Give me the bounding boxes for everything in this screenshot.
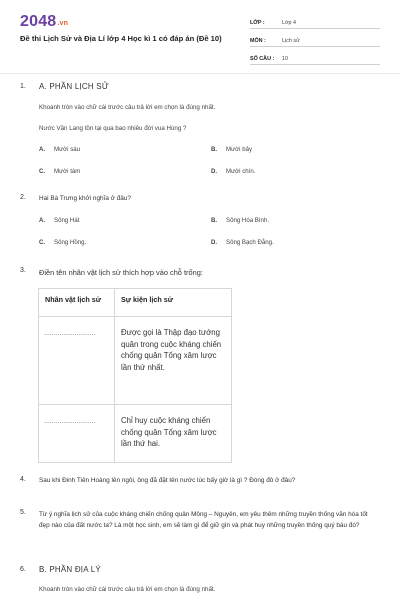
- option-b[interactable]: [211, 146, 252, 153]
- event-cell: Được gọi là Thập đạo tướng quân trong cuộc kháng chiến chống quân Tống xâm lược lần thứ nhất.: [115, 317, 232, 405]
- meta-row-count: [250, 50, 380, 65]
- site-logo[interactable]: [20, 13, 68, 31]
- table-row: [39, 405, 232, 463]
- meta-row-subject: [250, 32, 380, 47]
- option-text: Sông Hồng.: [54, 239, 87, 246]
- document-title: Đề thi Lịch Sử và Địa Lí lớp 4 Học kì 1 có đáp án (Đề 10): [20, 34, 222, 43]
- option-c[interactable]: [39, 239, 86, 246]
- question-text: Từ ý nghĩa lịch sử của cuộc kháng chiến chống quân Mông – Nguyên, em yêu thêm những truyền thống văn hóa tốt đẹp nào của đất nước ta? Là một học sinh, em sẽ làm gì để giữ gìn và phát huy những truyền thống quý báu đó?: [39, 511, 368, 530]
- option-text: Sông Hát: [54, 217, 80, 224]
- history-fill-table: [38, 288, 232, 463]
- option-a[interactable]: [39, 146, 80, 153]
- question-1: [20, 83, 380, 193]
- question-number: 1.: [20, 83, 26, 90]
- exam-meta: [250, 14, 380, 68]
- section-title: B. PHẦN ĐỊA LÝ: [39, 565, 101, 574]
- option-letter: C.: [39, 168, 46, 175]
- question-number: 5.: [20, 509, 26, 516]
- option-b[interactable]: [211, 217, 269, 224]
- instruction-text: Khoanh tròn vào chữ cái trước câu trả lời em chọn là đúng nhất.: [39, 586, 216, 593]
- question-6: [20, 566, 380, 580]
- meta-value: 10: [282, 56, 288, 62]
- question-2: [20, 194, 380, 206]
- meta-value: Lịch sử: [282, 38, 300, 44]
- answer-blank[interactable]: ………………………: [39, 405, 115, 463]
- question-number: 3.: [20, 267, 26, 274]
- option-letter: A.: [39, 217, 46, 224]
- meta-label: SỐ CÂU :: [250, 56, 275, 62]
- page-header: [0, 0, 400, 74]
- option-text: Mười tám: [54, 168, 81, 175]
- question-4: [20, 476, 380, 488]
- option-a[interactable]: [39, 217, 79, 224]
- option-letter: B.: [211, 146, 218, 153]
- question-number: 6.: [20, 566, 26, 573]
- question-prompt: Nước Văn Lang tồn tại qua bao nhiêu đời vua Hùng ?: [39, 125, 187, 132]
- option-letter: D.: [211, 239, 218, 246]
- section-title: A. PHẦN LỊCH SỬ: [39, 82, 109, 91]
- meta-label: MÔN :: [250, 38, 266, 44]
- column-header: Nhân vật lịch sử: [39, 289, 115, 317]
- option-c[interactable]: [39, 168, 80, 175]
- event-cell: Chỉ huy cuộc kháng chiến chống quân Tống xâm lược lần thứ hai.: [115, 405, 232, 463]
- option-d[interactable]: [211, 239, 274, 246]
- option-text: Sông Bạch Đằng.: [226, 239, 274, 246]
- meta-label: LỚP :: [250, 20, 265, 26]
- table-header-row: [39, 289, 232, 317]
- option-text: Mười chín.: [226, 168, 256, 175]
- option-d[interactable]: [211, 168, 255, 175]
- option-letter: A.: [39, 146, 46, 153]
- option-letter: B.: [211, 217, 218, 224]
- answer-blank[interactable]: ………………………: [39, 317, 115, 405]
- question-number: 4.: [20, 476, 26, 483]
- option-letter: C.: [39, 239, 46, 246]
- option-text: Mười bảy: [226, 146, 253, 153]
- question-text: Sau khi Đinh Tiên Hoàng lên ngôi, ông đã đặt tên nước lúc bấy giờ là gì ? Đóng đô ở đâu?: [39, 477, 296, 484]
- option-text: Mười sáu: [54, 146, 81, 153]
- instruction-text: Khoanh tròn vào chữ cái trước câu trả lời em chọn là đúng nhất.: [39, 104, 216, 111]
- table-row: [39, 317, 232, 405]
- column-header: Sự kiện lịch sử: [115, 289, 232, 317]
- question-number: 2.: [20, 194, 26, 201]
- question-text: Điền tên nhân vật lịch sử thích hợp vào chỗ trống:: [39, 268, 203, 277]
- logo-tld: .vn: [57, 20, 69, 27]
- logo-text: 2048: [20, 13, 57, 30]
- meta-row-grade: [250, 14, 380, 29]
- question-3: [20, 267, 380, 281]
- meta-value: Lớp 4: [282, 20, 297, 26]
- question-text: Hai Bà Trưng khởi nghĩa ở đâu?: [39, 195, 131, 202]
- question-5: [20, 509, 380, 543]
- option-text: Sông Hóa Bình.: [226, 217, 270, 224]
- option-letter: D.: [211, 168, 218, 175]
